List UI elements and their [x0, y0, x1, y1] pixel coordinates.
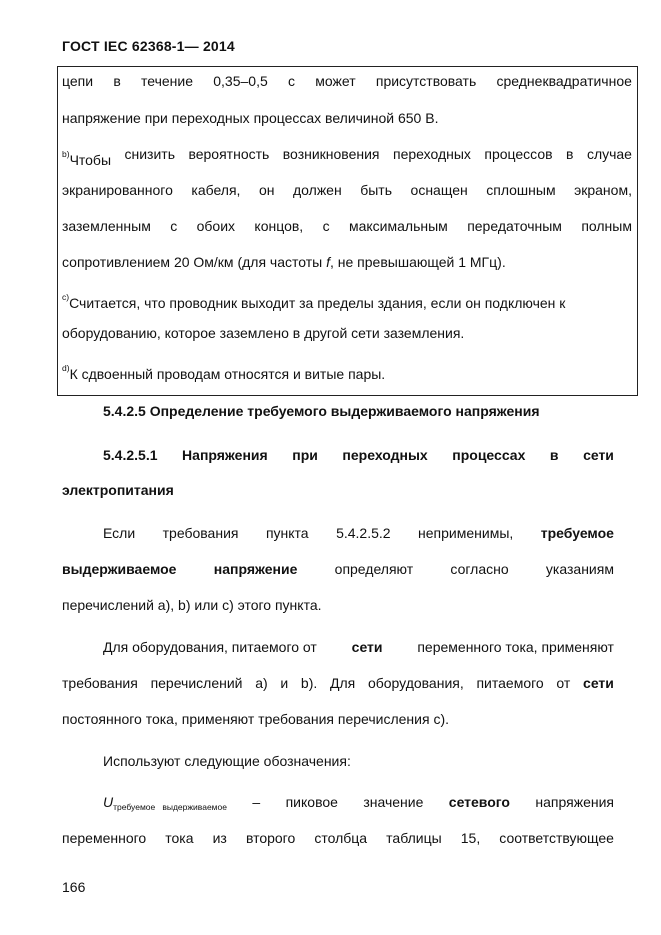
note-b-line-4: сопротивлением 20 Ом/км (для частоты f, не превышающей 1 МГц). — [62, 254, 506, 270]
paragraph-2-line-2: требования перечислений а) и b). Для оборудования, питаемого от сети — [62, 675, 614, 691]
subsection-heading-line-1: 5.4.2.5.1 Напряжения при переходных процессах в сети — [103, 447, 614, 463]
note-d-mark: d) — [62, 363, 70, 373]
box-line-1: цепи в течение 0,35–0,5 с может присутствовать среднеквадратичное — [62, 73, 632, 89]
paragraph-2-line-3: постоянного тока, применяют требования перечисления с). — [62, 711, 449, 727]
note-c-mark: c) — [62, 292, 70, 302]
paragraph-1-line-3: перечислений а), b) или с) этого пункта. — [62, 597, 322, 613]
note-d-line-1: $^{d)}$К сдвоенный проводам относятся и витые пары. — [62, 363, 386, 382]
page-number: 166 — [62, 879, 86, 895]
paragraph-3: Используют следующие обозначения: — [103, 753, 351, 769]
note-b-line-1: $^{b)}$Чтобы снизить вероятность возникновения переходных процессов в случае — [62, 146, 632, 168]
voltage-symbol: $U_{требуемое выдерживаемое}$ — [103, 794, 227, 812]
note-c-line-1: $^{c)}$Считается, что проводник выходит за пределы здания, если он подключен к — [62, 292, 566, 311]
document-header: ГОСТ IEC 62368-1— 2014 — [62, 38, 235, 54]
paragraph-1-line-1: Если требования пункта 5.4.2.5.2 неприменимы, требуемое — [103, 525, 614, 541]
note-b-line-3: заземленным с обоих концов, с максимальным передаточным полным — [62, 218, 632, 234]
note-c-line-2: оборудованию, которое заземлено в другой сети заземления. — [62, 325, 465, 341]
box-line-2: напряжение при переходных процессах величиной 650 В. — [62, 110, 439, 126]
paragraph-4-line-2: переменного тока из второго столбца таблицы 15, соответствующее — [62, 830, 614, 846]
paragraph-4-line-1: $U_{требуемое выдерживаемое}$ – пиковое значение сетевого напряжения — [103, 793, 614, 816]
note-b-mark: b) — [62, 149, 70, 159]
section-heading: 5.4.2.5 Определение требуемого выдерживаемого напряжения — [103, 403, 540, 419]
note-b-line-2: экранированного кабеля, он должен быть оснащен сплошным экраном, — [62, 182, 632, 198]
paragraph-1-line-2: выдерживаемое напряжение определяют согласно указаниям — [62, 561, 614, 577]
paragraph-2-line-1: Для оборудования, питаемого от сети переменного тока, применяют — [103, 639, 614, 655]
subsection-heading-line-2: электропитания — [62, 482, 174, 498]
